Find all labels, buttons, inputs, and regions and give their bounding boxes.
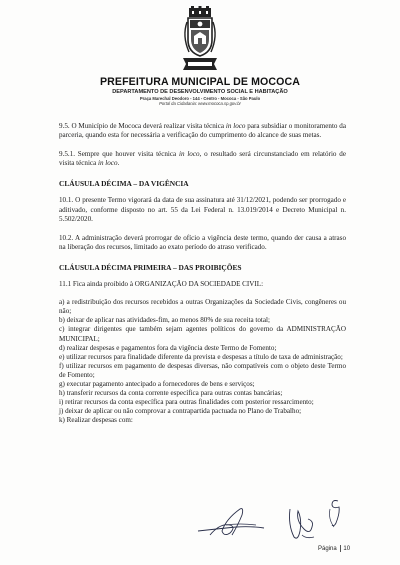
municipal-coat-of-arms-icon — [181, 6, 219, 74]
page-number-value: 10 — [343, 546, 351, 553]
address-line: Praça Marechal Deodoro - 144 - Centro - Mococa - São Paulo — [139, 96, 261, 101]
clause-ten-heading: CLÁUSULA DÉCIMA – DA VIGÊNCIA — [59, 179, 189, 189]
letterhead — [0, 6, 400, 106]
page-divider — [340, 545, 341, 552]
signature-1 — [196, 501, 266, 541]
document-body — [59, 122, 346, 425]
paragraph-10-1: 10.1. O presente Termo vigorará da data de sua assinatura até 31/12/2021, podendo ser prorrogado e aditivado, conforme disposto no art. 55 da Lei Federal n. 13.019/2014 e Decreto Municipal n. 5.502/2020. — [59, 196, 346, 223]
list-item: g) executar pagamento antecipado a fornecedores de bens e serviços; — [59, 379, 255, 388]
list-item: k) Realizar despesas com: — [59, 416, 133, 425]
list-item: a) a redistribuição dos recursos recebidos a outras Organizações da Sociedade Civis, congêneres ou não; — [59, 298, 346, 316]
municipality-title: PREFEITURA MUNICIPAL DE MOCOCA — [100, 76, 300, 88]
department-name: DEPARTAMENTO DE DESENVOLVIMENTO SOCIAL E HABITAÇÃO — [112, 89, 288, 95]
initials-mark — [324, 495, 346, 529]
list-item: e) utilizar recursos para finalidade diferente da prevista e despesas a título de taxa de administração; — [59, 352, 343, 361]
list-item: d) realizar despesas e pagamentos fora da vigência deste Termo de Fomento; — [59, 343, 277, 352]
page-footer — [0, 495, 400, 565]
clause-eleven-heading: CLÁUSULA DÉCIMA PRIMEIRA – DAS PROIBIÇÕES — [59, 262, 242, 272]
list-item: f) utilizar recursos em pagamento de despesas diversas, não compatíveis com o objeto deste Termo de Fomento; — [59, 361, 346, 379]
paragraph-11-1: 11.1 Fica ainda proibido à ORGANIZAÇÃO DA SOCIEDADE CIVIL: — [59, 280, 264, 289]
portal-line: Portal da Cidadania: www.mococa.sp.gov.br — [159, 101, 241, 106]
list-item: j) deixar de aplicar ou não comprovar a contrapartida pactuada no Plano de Trabalho; — [59, 407, 302, 416]
paragraph-9-5: 9.5. O Município de Mococa deverá realizar visita técnica in loco para subsidiar o monitoramento da parceria, quando esta for necessária a verificação do cumprimento do alcance de suas metas. — [59, 122, 346, 140]
list-item: c) integrar dirigentes que também sejam agentes políticos do governo da ADMINISTRAÇÃO MUNICIPAL; — [59, 325, 346, 343]
page-label: Página — [318, 546, 337, 553]
list-item: h) transferir recursos da conta corrente específica para outras contas bancárias; — [59, 389, 283, 398]
page-number — [318, 545, 350, 552]
paragraph-9-5-1: 9.5.1. Sempre que houver visita técnica in loco, o resultado será circunstanciado em relatório de visita técnica in loco. — [59, 150, 346, 168]
paragraph-10-2: 10.2. A administração deverá prorrogar de ofício a vigência deste termo, quando der causa a atraso na liberação dos recursos, limitado ao exato período do atraso verificado. — [59, 233, 346, 251]
list-item: b) deixar de aplicar nas atividades-fim, ao menos 80% de sua receita total; — [59, 316, 270, 325]
prohibitions-list — [59, 298, 346, 425]
signature-2 — [284, 501, 318, 543]
list-item: i) retirar recursos da conta específica para outras finalidades com posterior ressarcimento; — [59, 398, 314, 407]
